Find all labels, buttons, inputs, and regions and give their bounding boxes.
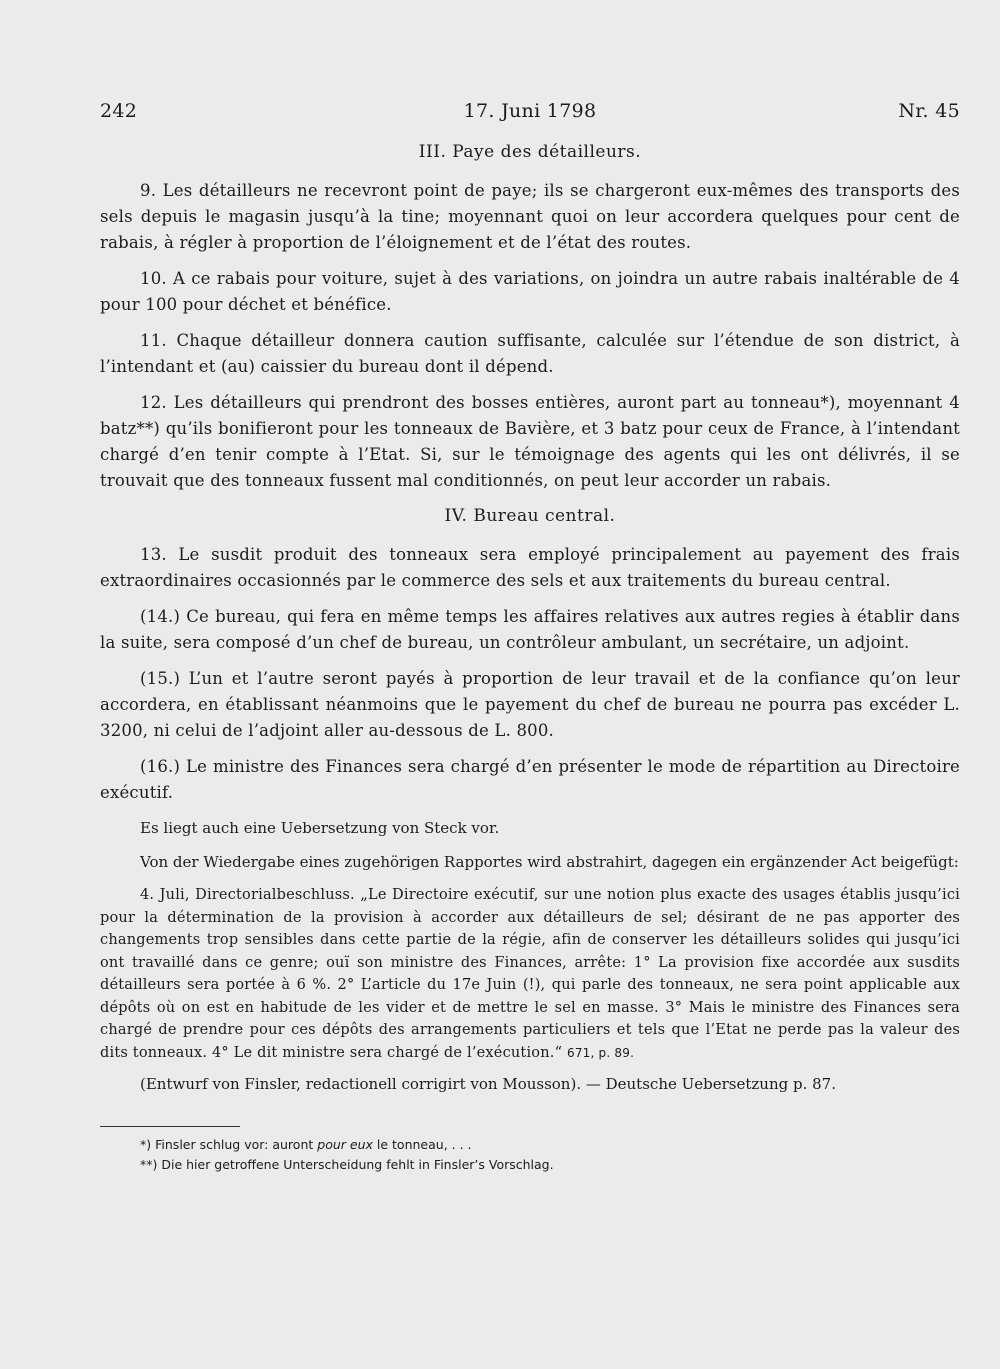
footnote-divider xyxy=(100,1126,240,1127)
section-title-iii: III. Paye des détailleurs. xyxy=(418,142,642,162)
footnote-1-emphasis: pour eux xyxy=(317,1137,373,1152)
document-number: Nr. 45 xyxy=(898,100,960,122)
footnote-2: **) Die hier getroffene Unterscheidung fehlt in Finsler’s Vorschlag. xyxy=(140,1157,554,1172)
closing-note: (Entwurf von Finsler, redactionell corrigirt von Mousson). — Deutsche Uebersetzung p. 87. xyxy=(140,1075,836,1093)
article-10: 10. A ce rabais pour voiture, sujet à des variations, on joindra un autre rabais inaltérable de 4 pour 100 pour déchet et bénéfice. xyxy=(100,269,960,314)
resolution-reference: 671, p. 89. xyxy=(567,1045,635,1060)
directorial-resolution xyxy=(100,884,960,1064)
section-title-iv: IV. Bureau central. xyxy=(444,506,616,526)
document-page xyxy=(100,100,960,1175)
page-number: 242 xyxy=(100,100,138,122)
article-9: 9. Les détailleurs ne recevront point de paye; ils se chargeront eux-mêmes des transports des sels depuis le magasin jusqu’à la tine; moyennant quoi on leur accordera quelques pour cent de rabais, à régler à proportion de l’éloignement et de l’état des routes. xyxy=(100,181,960,252)
article-16: (16.) Le ministre des Finances sera chargé d’en présenter le mode de répartition au Directoire exécutif. xyxy=(100,757,960,802)
article-13: 13. Le susdit produit des tonneaux sera employé principalement au payement des frais extraordinaires occasionnés par le commerce des sels et aux traitements du bureau central. xyxy=(100,545,960,590)
footnote-1 xyxy=(100,1135,960,1155)
supplement-note: Von der Wiedergabe eines zugehörigen Rapportes wird abstrahirt, dagegen ein ergänzender Act beigefügt: xyxy=(140,853,959,871)
footnote-1-marker: *) xyxy=(140,1137,152,1152)
article-15: (15.) L’un et l’autre seront payés à proportion de leur travail et de la confiance qu’on leur accordera, en établissant néanmoins que le payement du chef de bureau ne pourra pas excéder L. 3200, ni celui de l’adjoint aller au-dessous de L. 800. xyxy=(100,669,960,740)
footnote-1-pre: Finsler schlug vor: auront xyxy=(155,1137,314,1152)
header-date: 17. Juni 1798 xyxy=(463,100,597,122)
translation-note: Es liegt auch eine Uebersetzung von Steck vor. xyxy=(140,819,500,837)
article-14: (14.) Ce bureau, qui fera en même temps les affaires relatives aux autres regies à établir dans la suite, sera composé d’un chef de bureau, un contrôleur ambulant, un secrétaire, un adjoint. xyxy=(100,607,960,652)
resolution-text: 4. Juli, Directorialbeschluss. „Le Directoire exécutif, sur une notion plus exacte des usages établis jusqu’ici pour la détermination de la provision à accorder aux détailleurs de sel; désirant de ne pas apporter des changements trop sensibles dans cette partie de la régie, afin de conserver les détailleurs solides qui jusqu’ici ont travaillé dans ce genre; ouï son ministre des Finances, arrête: 1° La provision fixe accordée aux susdits détailleurs sera portée à 6 %. 2° L’article du 17e Juin (!), qui parle des tonneaux, ne sera point applicable aux dépôts où on est en habitude de les vider et de mettre le sel en masse. 3° Mais le ministre des Finances sera chargé de prendre pour ces dépôts des arrangements particuliers et tels que l’Etat ne perde pas la valeur des dits tonneaux. 4° Le dit ministre sera chargé de l’exécution.“ xyxy=(100,887,960,1061)
article-12: 12. Les détailleurs qui prendront des bosses entières, auront part au tonneau*), moyennant 4 batz**) qu’ils bonifieront pour les tonneaux de Bavière, et 3 batz pour ceux de France, à l’intendant chargé d’en tenir compte à l’Etat. Si, sur le témoignage des agents qui les ont délivrés, il se trouvait que des tonneaux fussent mal conditionnés, on peut leur accorder un rabais. xyxy=(100,393,960,490)
footnote-1-post: le tonneau, . . . xyxy=(376,1137,472,1152)
article-11: 11. Chaque détailleur donnera caution suffisante, calculée sur l’étendue de son district, à l’intendant et (au) caissier du bureau dont il dépend. xyxy=(100,331,960,376)
page-header xyxy=(100,100,960,130)
